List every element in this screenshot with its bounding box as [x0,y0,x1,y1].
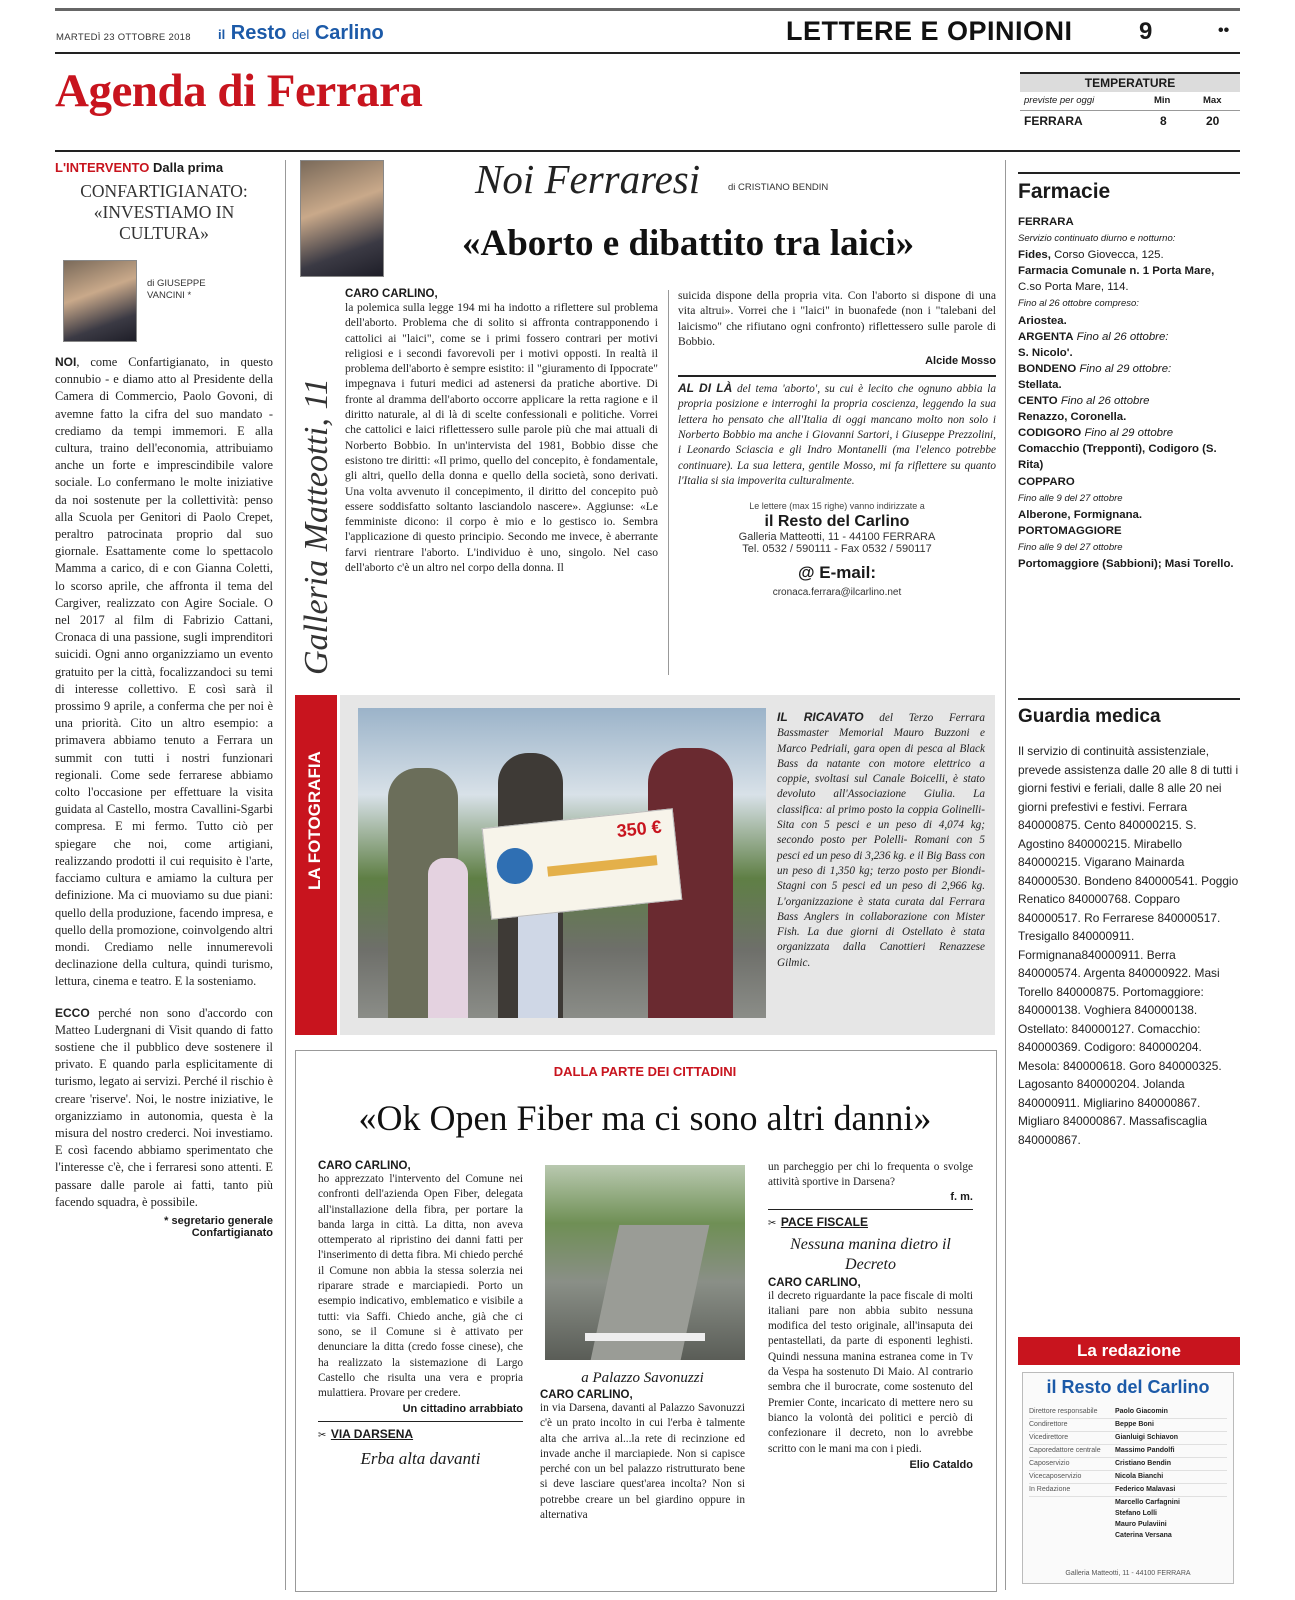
staff-name: Cristiano Bendin [1115,1460,1172,1467]
logo-del: del [291,27,310,42]
farmacia-entry [1018,345,1240,361]
letter-column-2 [678,288,996,598]
farmacia-entry-note: C.so Porta Mare, 114. [1018,281,1129,294]
pace-fiscale-title: Nessuna manina dietro il Decreto [790,1235,951,1273]
staff-name: Massimo Pandolfi [1115,1447,1175,1454]
caption-lead: IL RICAVATO [777,710,864,724]
farmacia-entry-head: CODIGORO [1018,427,1082,440]
photo-section-label: LA FOTOGRAFIA [305,751,324,890]
redazione-extra-staff [1115,1497,1227,1541]
event-photo [358,708,766,1018]
cittadini-headline: «Ok Open Fiber ma ci sono altri danni» [358,1098,932,1138]
farmacia-entry-note: Fino al 26 ottobre: [1073,330,1169,343]
farmacia-entry [1018,295,1240,312]
redazione-title: La redazione [1018,1337,1240,1365]
intervento-paragraph-1 [55,354,273,991]
farmacia-entry [1018,409,1240,425]
guardia-medica-text: Il servizio di continuità assistenziale, prevede assistenza dalle 20 alle 8 di tutti i giorni festivi e feriali, dalle 8 alle 20 nei giorni prefestivi e festivi. Ferrara 840000875. Cento 840000215. S. Agostino 840000215. Mirabello 840000215. Vigarano Mainarda 840000530. Bondeno 840000541. Poggio Renatico 840000768. Copparo 840000517. Ro Ferrarese 840000517. Tresigallo 840000911. Formignana840000911. Berra 840000574. Argenta 840000922. Masi Torello 840000875. Portomaggiore: 840000138. Voghiera 840000138. Ostellato: 840000127. Comacchio: 840000369. Codigoro: 840000204. Mesola: 840000618. Goro 840000325. Lagosanto 840000204. Jolanda 840000911. Migliarino 840000867. Migliaro 840000867. Massafiscaglia 840000867. [1018,744,1239,1147]
column-author: di CRISTIANO BENDIN [728,182,829,193]
footnote-role: * segretario generale [164,1214,273,1227]
via-darsena-text: VIA DARSENA [330,1427,414,1442]
farmacia-entry-note: Fino al 29 ottobre [1081,427,1174,440]
check-logo [495,846,535,886]
staff-name: Mauro Pulaviini [1115,1521,1167,1528]
staff-row [1029,1471,1227,1484]
cittadini-column-3 [768,1160,973,1471]
farmacia-entry-head: S. Nicolo'. [1018,346,1073,359]
farmacia-entry [1018,377,1240,393]
guardia-medica-section [1018,698,1240,1149]
reply-box [678,375,996,489]
farmacia-entry-note: Servizio continuato diurno e notturno: [1018,233,1176,245]
cittadini-column-2 [540,1370,745,1523]
cittadini-sign-3a: f. m. [950,1190,973,1203]
street-photo [545,1165,745,1360]
scissors-icon: ✂ [318,1430,327,1442]
farmacia-entry [1018,523,1240,539]
reply-lead: AL DI LÀ [678,381,733,396]
staff-row [1029,1445,1227,1458]
page-number: 9 [1139,18,1153,45]
farmacia-entry-head: Portomaggiore (Sabbioni); Masi Torello. [1018,557,1234,570]
staff-role: In Redazione [1029,1486,1071,1493]
farmacie-title: Farmacie [1018,180,1111,203]
contact-phone: Tel. 0532 / 590111 - Fax 0532 / 590117 [742,543,932,556]
letter-column-1 [345,288,658,575]
p1-lead: NOI [55,355,77,369]
redazione-logo: il Resto del Carlino [1046,1377,1210,1397]
top-border [55,8,1240,11]
farmacia-entry [1018,507,1240,523]
email-address[interactable]: cronaca.ferrara@ilcarlino.net [772,587,902,599]
farmacia-entry [1018,441,1240,473]
farmacia-entry [1018,263,1240,295]
farmacia-entry-head: Comacchio (Trepponti), Codigoro (S. Rita) [1018,443,1217,472]
farmacia-entry-head: Alberone, Formignana. [1018,508,1143,521]
pace-fiscale-text: PACE FISCALE [780,1214,868,1229]
temperature-box [1020,72,1240,134]
farmacia-entry-head: Fides, [1018,249,1051,262]
letter-divider [668,290,669,675]
farmacia-entry-head: Stellata. [1018,378,1062,391]
farmacia-entry-note: Fino al 29 ottobre: [1076,362,1172,375]
farmacia-entry [1018,539,1240,556]
redazione-box [1022,1372,1234,1584]
caption-body: del Terzo Ferrara Bassmaster Memorial Mauro Buzzoni e Marco Pedriali, gara open di pesca al Black Bass da natante con motore elettrico a coppie, svoltasi sul Canale Boicelli, è stato devoluto all'Associazione Giulia. La classifica: al primo posto la coppia Golinelli-Sita con 5 pesci e un peso di 4,074 kg; secondo posto per Polelli- Romani con 5 pesci ed un peso di 3,236 kg. e il Big Bass con un peso di 1,350 kg; terzo posto per Biondi-Stagni con 5 pesci ed un peso di 2,966 kg. L'organizzazione è stata curata dal Ferrara Bass Anglers in collaborazione con Mister Fish. La due giorni di Ostellato è stata organizzata dalla Canottieri Renazzese Gilmic. [777,712,985,969]
staff-row [1029,1484,1227,1497]
farmacia-entry-note: Fino al 26 ottobre compreso: [1018,298,1139,310]
child-1 [428,858,468,1018]
farmacia-entry [1018,329,1240,345]
cittadini-body-3a: un parcheggio per chi lo frequenta o svolge attività sportive in Darsena? [768,1161,973,1189]
cittadini-salutation-3: CARO CARLINO, [768,1276,861,1289]
column-divider-left [285,160,286,1590]
street-photo-caption: a Palazzo Savonuzzi [581,1370,704,1386]
farmacia-entry-head: Farmacia Comunale n. 1 Porta Mare, [1018,265,1215,278]
farmacia-entry-head: BONDENO [1018,362,1077,375]
page-mark: •• [1218,22,1230,39]
cittadini-salutation-1: CARO CARLINO, [318,1160,411,1172]
farmacia-entry-head: ARGENTA [1018,330,1074,343]
staff-name: Beppe Boni [1115,1421,1154,1428]
contact-address: Galleria Matteotti, 11 - 44100 FERRARA [738,531,936,544]
farmacia-entry [1018,361,1240,377]
header-rule [55,52,1240,54]
staff-role: Vicedirettore [1029,1434,1069,1441]
redazione-staff [1029,1406,1227,1497]
column-title: Noi Ferraresi [475,156,701,202]
temperature-min-label: Min [1154,95,1171,106]
farmacia-entry [1018,474,1240,490]
staff-name: Paolo Giacomin [1115,1408,1168,1415]
farmacia-entry-head: Ariostea. [1018,314,1067,327]
cittadini-column-1 [318,1160,523,1469]
intervento-article [55,160,273,1239]
header-bottom-rule [55,150,1240,152]
intervento-byline: di GIUSEPPE VANCINI * [147,278,206,301]
cittadini-sign-1: Un cittadino arrabbiato [402,1403,523,1416]
farmacia-entry [1018,214,1240,230]
check-amount: 350 € [615,816,663,842]
farmacia-entry-note: Fino alle 9 del 27 ottobre [1018,541,1123,553]
farmacia-entry [1018,393,1240,409]
farmacia-entry [1018,425,1240,441]
staff-role: Caposervizio [1029,1460,1070,1467]
farmacie-list [1018,214,1240,572]
farmacia-entry [1018,313,1240,329]
via-darsena-label [318,1421,523,1443]
editor-reply [678,381,996,489]
farmacia-entry [1018,490,1240,507]
check-line [547,855,657,876]
reply-body: del tema 'aborto', su cui è lecito che ognuno abbia la propria posizione e interroghi la propria coscienza, leggendo la sua lettera ho pensato che all'Italia di oggi mancano molto non solo i Norberto Bobbio ma anche i Giovanni Sartori, i Giuseppe Prezzolini, i Leonardo Sciascia e gli Indro Montanelli (ma l'elenco potrebbe continuare). La sua lettera, gentile Mosso, mi fa riflettere su quanto l'Italia si sia impoverita culturalmente. [678,383,996,487]
farmacia-entry-head: COPPARO [1018,475,1075,488]
kicker-rest: Dalla prima [152,160,224,175]
staff-name: Marcello Carfagnini [1115,1499,1180,1506]
guardia-medica-title: Guardia medica [1018,706,1161,727]
kicker-label: L'INTERVENTO [55,160,150,175]
cittadini-salutation-2: CARO CARLINO, [540,1389,633,1401]
temperature-max-label: Max [1203,95,1222,106]
letter-body-1: la polemica sulla legge 194 mi ha indotto a riflettere sul problema dell'aborto. Problema che di solito si affronta contrapponendo i cattolici ai "laici", come se i primi fossero contrari per motivi religiosi e i secondi favorevoli per i motivi opposti. In realtà il problema dell'aborto è sempre esistito: il "giuramento di Ippocrate" impegnava i futuri medici ad astenersi da pratiche abortive. Di fronte al dramma dell'aborto occorre applicare la retta ragione e il diritto naturale, al di là di scelte confessionali e politiche. Vorrei che cattolici e laici riflettessero sulle parole più che mai attuali di Norberto Bobbio. In un'intervista del 1981, Bobbio disse che esistono tre diritti: «Il primo, quello del concepito, è fondamentale, gli altri, quello della donna e quello della società, sono derivati. Una volta avvenuto il concepimento, il diritto del concepito può essere soddisfatto soltanto lasciandolo nascere». Aggiunse: «Le femministe dicono: il corpo è mio e lo gestisco io. Sembra l'applicazione di questo principio. Secondo me invece, è aberrante farvi rientrare l'aborto. L'individuo è uno, singolo. Nel caso dell'aborto c'è un altro nel corpo della donna. Il [345,301,658,575]
cittadini-kicker: DALLA PARTE DEI CITTADINI [553,1064,737,1079]
street-crossing [585,1333,705,1341]
staff-role: Direttore responsabile [1029,1408,1098,1415]
temperature-subtitle: previste per oggi [1024,95,1095,106]
letter-signature: Alcide Mosso [925,355,996,368]
cittadini-body-2: in via Darsena, davanti al Palazzo Savonuzzi c'è un prato incolto in cui l'erba è talmente alta che arriva al...la rete di recinzione ed invade anche il marciapiede. Non si capisce perché con un bel palazzo ristrutturato bene si deve lasciare quest'area incolta? Non si potrebbe creare un bel giardino oppure in alternativa [540,1402,745,1522]
letter-body-2: suicida dispone della propria vita. Con l'aborto si dispone di una vita altrui». Vorrei che i "laici" in buonafede (non i "talebani del laicismo" che rifiutano ogni confronto) riflettessero sulle parole di Bobbio. [678,289,996,348]
logo-resto: Resto [230,22,287,44]
letters-headline: «Aborto e dibattito tra laici» [462,223,915,264]
scissors-icon: ✂ [768,1217,777,1229]
logo-il: il [218,27,226,42]
letter-salutation: CARO CARLINO, [345,288,438,300]
cittadini-body-3b: il decreto riguardante la pace fiscale di molti italiani pare non abbia subito nessuna modifica del testo originale, all'insaputa dei pentastellati, da parte di esponenti leghisti. Quindi nessuna manina estranea come in Tv da Vespa ha sostenuto Di Maio. Al contrario sembra che il burocrate, come sostenuto del Premier Conte, incaricato di mettere nero su bianco la volontà dei politici e perciò di confezionare il decreto, non lo avrebbe scritto con le mani ma con i piedi. [768,1289,973,1455]
contact-box [678,501,996,598]
farmacia-entry [1018,247,1240,263]
farmacia-entry-note: Corso Giovecca, 125. [1050,249,1164,262]
staff-row [1029,1406,1227,1419]
masthead-logo [218,22,384,45]
farmacia-entry-head: PORTOMAGGIORE [1018,524,1122,537]
contact-note: Le lettere (max 15 righe) vanno indirizzate a [749,501,925,512]
p2-lead: ECCO [55,1005,90,1020]
staff-name: Stefano Lolli [1115,1510,1157,1517]
photo-caption-text [777,710,985,971]
temperature-min: 8 [1160,114,1167,128]
farmacia-entry [1018,556,1240,572]
temperature-city: FERRARA [1024,114,1083,128]
page-title: Agenda di Ferrara [55,65,423,117]
intervento-paragraph-2 [55,1005,273,1211]
staff-row [1029,1419,1227,1432]
staff-name: Caterina Versana [1115,1532,1172,1539]
columnist-photo [300,160,384,277]
redazione-footer: Galleria Matteotti, 11 - 44100 FERRARA [1065,1570,1191,1577]
temperature-max: 20 [1206,114,1220,128]
vertical-address: Galleria Matteotti, 11 [298,378,335,675]
staff-role: Condirettore [1029,1421,1068,1428]
logo-carlino: Carlino [314,22,384,44]
issue-date: MARTEDÌ 23 OTTOBRE 2018 [56,32,191,43]
farmacia-entry-head: FERRARA [1018,216,1074,228]
cittadini-body-1: ho apprezzato l'intervento del Comune nei confronti dell'azienda Open Fiber, delegata all'installazione della fibra, per portare la banda larga in città. La ditta, non aveva ottemperato al ripristino dei danni fatti per l'inserimento di detta fibra. Mi chiedo perché il Comune non abbia la stessa solerzia nei riparare strade e marciapiedi. Porto un esempio indicativo, emblematico e visibile a tutti: via Saffi. Chiedo anche, già che ci sono, se il Comune si è attivato per denunciare la ditta (credo fosse cinese), che ha realizzato la sistemazione di Largo Castello che risulta una vera e propria mulattiera. Provare per credere. [318,1173,523,1400]
p1-body: , come Confartigianato, in questo connubio - e diamo atto al Presidente della Camera di Commercio, Paolo Govoni, di avemne fatto la cifra del suo mandato - crediamo da tempi immemori. E alla cultura, traino dell'economia, attribuiamo anche un forte e imprescindibile valore sociale. Lo confermano le molte iniziative da noi sostenute per la collettività: penso alla Scuola per Genitori di Paolo Crepet, peraltro patrocinata proprio dal suo giornale. Esattamente come lo spettacolo Mamma a carico, di e con Gianna Coletti, lo scorso aprile, che affronta il tema del Cargiver, realizzato con Agire Sociale. O nel 2017 al film di Fabrizio Cattani, Cronaca di una passione, sugli imprenditori suicidi. Ogni anno organizziamo un evento gratuito per la città, focalizzandoci su temi di interesse collettivo. E così sarà il prossimo 9 aprile, a conferma che per noi è una priorità. Cito un altro esempio: a primavera abbiamo tenuto a Ferrara un summit con tutti i nostri funzionari regionali. Come sede ferrarese abbiamo colto l'occasione per effettuare la visita guidata al Castello, mostra Cavallini-Sgarbi compresa. E mi fermo. Tutto ciò per spiegare che noi, come artigiani, realizzando prodotti il cui requisito è l'arte, facciamo cultura e amiamo la cultura per definizione. Ma ci muoviamo su due piani: quello della produzione, facendo impresa, e quello della promozione, coinvolgendo altri mondi. Crediamo nelle innumerevoli declinazione della cultura, quindi turismo, lettura, cinema e teatro. E la sosteniamo. [55,355,273,989]
staff-name: Nicola Bianchi [1115,1473,1164,1480]
farmacia-entry-note: Fino alle 9 del 27 ottobre [1018,492,1123,504]
staff-name: Federico Malavasi [1115,1486,1176,1493]
author-photo [63,260,137,342]
intervento-kicker [55,160,273,175]
farmacia-entry [1018,230,1240,247]
staff-role: Vicecaposervizio [1029,1473,1082,1480]
staff-name: Gianluigi Schiavon [1115,1434,1179,1441]
farmacia-entry-head: Renazzo, Coronella. [1018,411,1127,424]
temperature-title: TEMPERATURE [1020,74,1240,92]
staff-row [1029,1458,1227,1471]
farmacia-entry-head: CENTO [1018,395,1058,408]
email-label: @ E-mail: [798,563,876,583]
staff-row [1029,1432,1227,1445]
staff-role: Caporedattore centrale [1029,1447,1101,1454]
footnote-org: Confartigianato [191,1226,273,1239]
section-title: LETTERE E OPINIONI [786,16,1073,46]
cittadini-sign-3b: Elio Cataldo [909,1458,973,1471]
pace-fiscale-label [768,1209,973,1231]
via-darsena-title: Erba alta davanti [360,1449,481,1469]
photo-caption [777,710,985,971]
intervento-headline: CONFARTIGIANATO: «INVESTIAMO IN CULTURA» [80,181,248,243]
contact-paper: il Resto del Carlino [764,513,910,531]
column-divider-right [1005,160,1006,1590]
farmacia-entry-note: Fino al 26 ottobre [1057,395,1150,408]
p2-body: perché non sono d'accordo con Matteo Ludergnani di Visit quando di fatto sostiene che il pubblico deve sostenere il privato. E quando parla esplicitamente di turismo, legato ai servizi. Perché il rischio è creare 'riserve'. Noi, le nostre iniziative, le organizziamo in autonomia, questa è la misura del nostro crederci. Noi investiamo. E così facendo abbiamo sperimentato che l'interesse c'è, che i ferraresi sono attenti. E passare dalle parole ai fatti, tanto più facendo squadra, è possibile. [55,1005,273,1209]
farmacie-section [1018,172,1240,572]
